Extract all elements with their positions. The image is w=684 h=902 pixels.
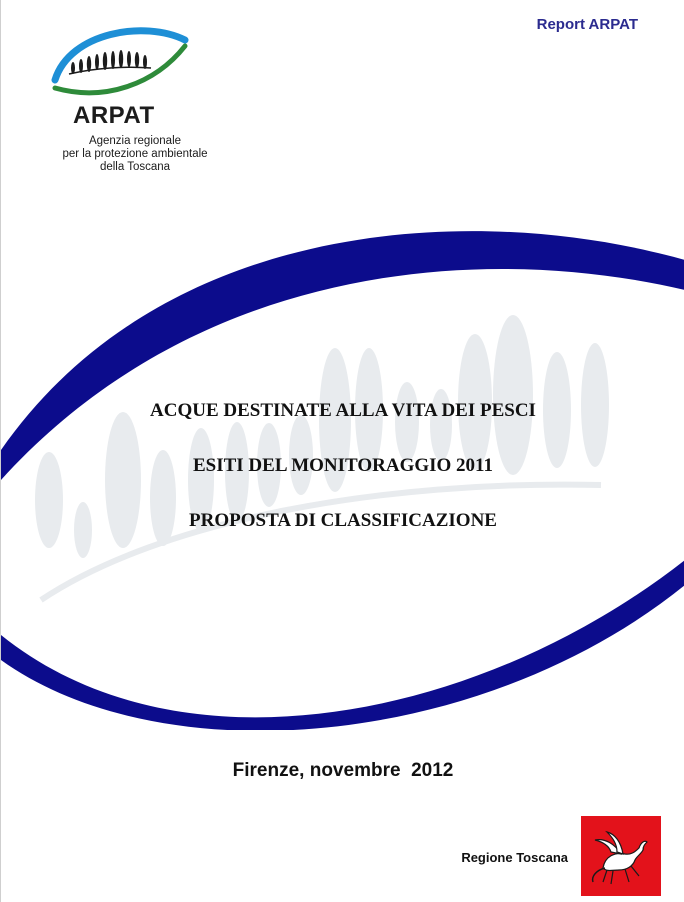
logo-name: ARPAT — [73, 102, 155, 129]
logo-subtitle — [35, 135, 235, 174]
arpat-logo — [35, 22, 235, 172]
region-label: Regione Toscana — [461, 850, 568, 865]
document-subtitle-2: PROPOSTA DI CLASSIFICAZIONE — [189, 510, 497, 531]
report-label: Report ARPAT — [536, 16, 638, 33]
logo-subtitle-line: della Toscana — [99, 161, 171, 173]
arpat-logo-mark — [35, 22, 235, 102]
document-title: ACQUE DESTINATE ALLA VITA DEI PESCI — [150, 400, 536, 421]
pegasus-emblem-icon — [581, 816, 661, 896]
place-date: Firenze, novembre 2012 — [232, 760, 454, 781]
logo-subtitle-line: per la protezione ambientale — [62, 148, 208, 160]
document-subtitle: ESITI DEL MONITORAGGIO 2011 — [192, 455, 494, 476]
logo-subtitle-line: Agenzia regionale — [88, 135, 182, 147]
